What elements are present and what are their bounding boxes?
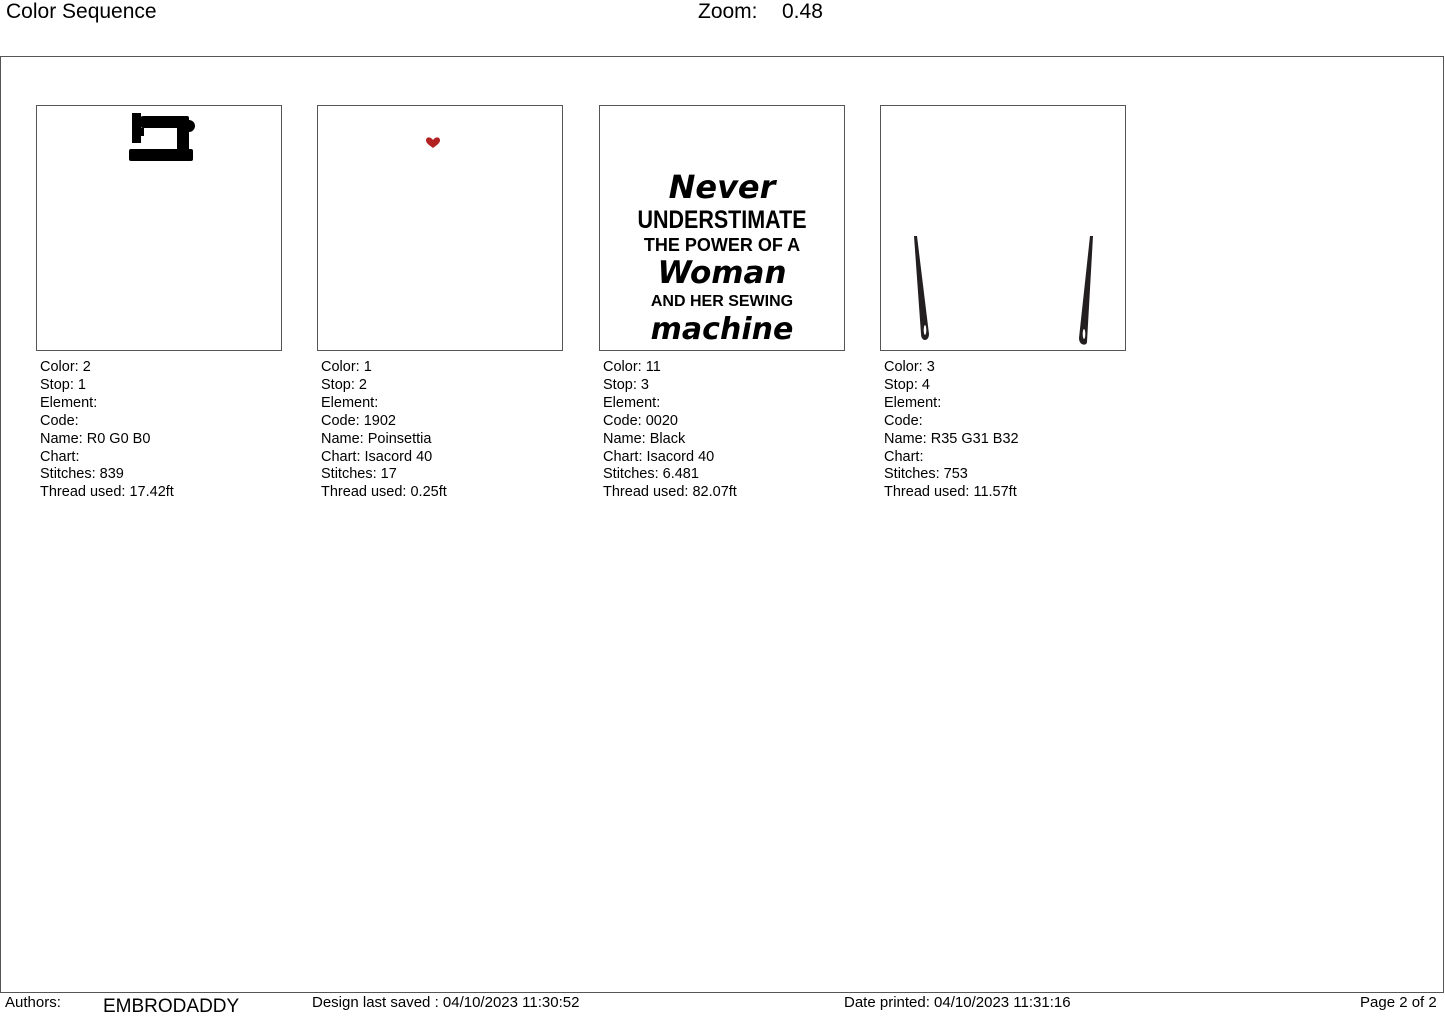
design-text-line: machine — [650, 312, 794, 347]
stop-code: Code: — [884, 412, 923, 429]
color-stop-card-4 — [880, 105, 1130, 502]
stop-name: Name: Black — [603, 430, 686, 447]
stop-element: Element: — [321, 394, 379, 411]
authors-value: EMBRODADDY — [103, 996, 240, 1017]
stop-name: Name: R35 G31 B32 — [884, 430, 1019, 447]
stop-chart: Chart: — [40, 448, 80, 465]
stop-thread: Thread used: 11.57ft — [884, 484, 1017, 501]
stop-number: Stop: 1 — [40, 376, 86, 393]
stop-thumbnail — [36, 105, 282, 351]
design-text-line: Never — [668, 168, 776, 206]
stop-chart: Chart: Isacord 40 — [603, 448, 715, 465]
design-text-line: Woman — [657, 255, 787, 291]
stop-thumbnail — [880, 105, 1126, 351]
stop-stitches: Stitches: 6.481 — [603, 466, 699, 483]
stop-element: Element: — [884, 394, 942, 411]
page-title: Color Sequence — [6, 0, 157, 23]
authors-label: Authors: — [5, 994, 61, 1011]
stop-color: Color: 11 — [603, 359, 661, 375]
stop-thread: Thread used: 0.25ft — [321, 484, 447, 501]
color-stop-card-3 — [599, 105, 849, 502]
design-text-line: AND HER SEWING — [650, 293, 794, 310]
stop-number: Stop: 3 — [603, 376, 649, 393]
design-text-line: THE POWER OF A — [643, 235, 801, 255]
needle-icon — [881, 106, 1125, 350]
stop-thumbnail — [599, 105, 845, 351]
stop-code: Code: 1902 — [321, 412, 396, 429]
stop-name: Name: Poinsettia — [321, 430, 432, 447]
heart-icon — [318, 106, 562, 350]
stop-element: Element: — [603, 394, 661, 411]
stop-chart: Chart: — [884, 448, 924, 465]
design-text-line: UNDERSTIMATE — [637, 205, 807, 234]
stop-color: Color: 1 — [321, 359, 372, 375]
stop-number: Stop: 2 — [321, 376, 367, 393]
stop-color: Color: 3 — [884, 359, 935, 375]
color-stop-card-2 — [317, 105, 567, 502]
stop-stitches: Stitches: 839 — [40, 466, 124, 483]
zoom-label: Zoom: — [698, 0, 758, 23]
stop-color: Color: 2 — [40, 359, 91, 375]
page-number: Page 2 of 2 — [1360, 994, 1437, 1011]
zoom-value: 0.48 — [782, 0, 823, 23]
stop-thread: Thread used: 17.42ft — [40, 484, 174, 501]
design-last-saved: Design last saved : 04/10/2023 11:30:52 — [312, 994, 580, 1011]
text-design — [600, 106, 844, 350]
stop-chart: Chart: Isacord 40 — [321, 448, 433, 465]
stop-thread: Thread used: 82.07ft — [603, 484, 737, 501]
stop-stitches: Stitches: 753 — [884, 466, 968, 483]
sewing-machine-icon — [37, 106, 281, 350]
stop-name: Name: R0 G0 B0 — [40, 430, 151, 447]
stop-stitches: Stitches: 17 — [321, 466, 397, 483]
date-printed: Date printed: 04/10/2023 11:31:16 — [844, 994, 1071, 1011]
stop-element: Element: — [40, 394, 98, 411]
color-stop-card-1 — [36, 105, 286, 502]
stop-number: Stop: 4 — [884, 376, 930, 393]
page-footer — [0, 992, 1445, 1019]
stop-thumbnail — [317, 105, 563, 351]
stop-code: Code: 0020 — [603, 412, 678, 429]
stop-code: Code: — [40, 412, 79, 429]
